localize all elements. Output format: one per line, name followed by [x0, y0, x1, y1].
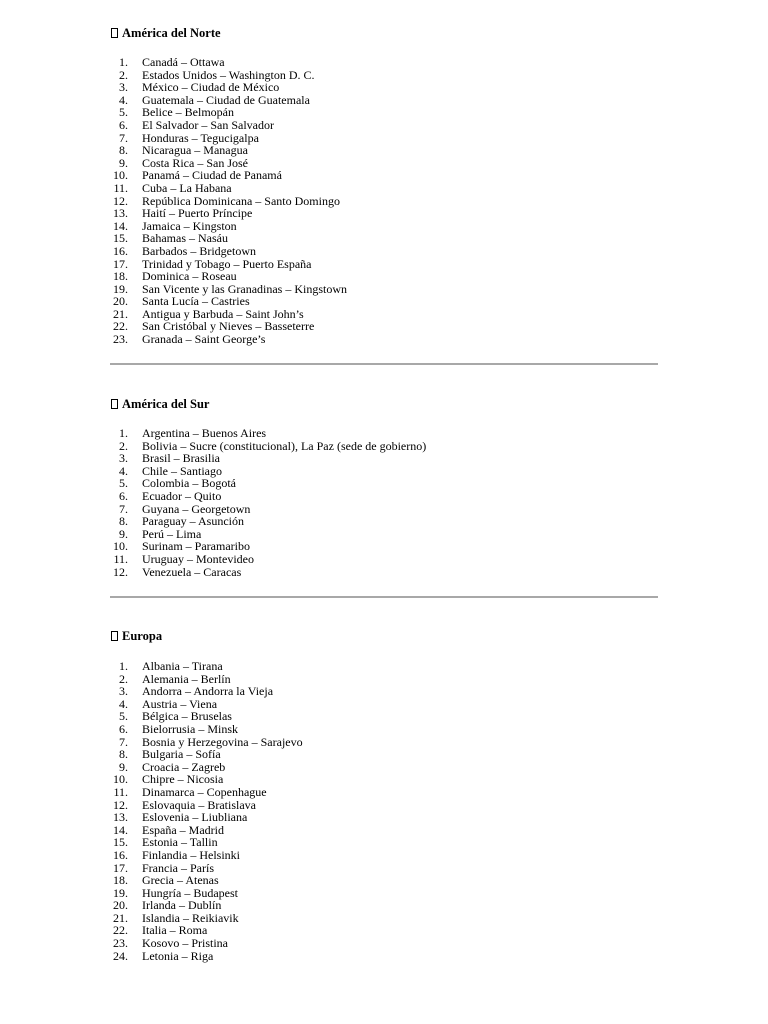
list-item	[110, 811, 303, 824]
list-item-number: 6.	[119, 721, 128, 736]
list-item-text: República Dominicana – Santo Domingo	[142, 193, 340, 208]
list-item-text: Dominica – Roseau	[142, 269, 237, 284]
list-item-text: Austria – Viena	[142, 696, 218, 711]
list-item-number: 20.	[113, 294, 128, 309]
list-item-text: Bielorrusia – Minsk	[142, 721, 238, 736]
list-item-number: 16.	[113, 243, 128, 258]
list-item-number: 22.	[113, 923, 128, 938]
list-item-text: Dinamarca – Copenhague	[142, 784, 267, 799]
missing-glyph-box-icon	[111, 631, 118, 641]
list-item-text: México – Ciudad de México	[142, 80, 280, 95]
list-item	[110, 515, 426, 528]
list-item-number: 21.	[113, 306, 128, 321]
list-item	[110, 119, 347, 132]
list-item-text: Cuba – La Habana	[142, 180, 232, 195]
list-item-text: Croacia – Zagreb	[142, 759, 226, 774]
list-item-text: Haití – Puerto Príncipe	[142, 206, 253, 221]
section-heading-america-del-norte	[110, 25, 221, 41]
list-item-text: Bélgica – Bruselas	[142, 709, 232, 724]
list-item-text: Hungría – Budapest	[142, 885, 238, 900]
list-item-text: Panamá – Ciudad de Panamá	[142, 168, 282, 183]
list-item-text: Santa Lucía – Castries	[142, 294, 250, 309]
list-item-text: Uruguay – Montevideo	[142, 551, 254, 566]
list-item-text: Eslovenia – Liubliana	[142, 810, 248, 825]
list-item	[110, 182, 347, 195]
list-item	[110, 81, 347, 94]
list-item-text: Brasil – Brasilia	[142, 451, 220, 466]
list-item	[110, 660, 303, 673]
list-item-text: Canadá – Ottawa	[142, 55, 225, 69]
list-item-text: Surinam – Paramaribo	[142, 539, 250, 554]
list-item-number: 8.	[119, 514, 128, 529]
list-item-number: 2.	[119, 67, 128, 82]
list-item-text: Islandia – Reikiavik	[142, 910, 239, 925]
list-item-text: España – Madrid	[142, 822, 224, 837]
list-item	[110, 207, 347, 220]
list-item-number: 7.	[119, 734, 128, 749]
list-item	[110, 937, 303, 950]
list-item-text: Albania – Tirana	[142, 659, 223, 673]
list-item-text: Paraguay – Asunción	[142, 514, 244, 529]
list-item	[110, 899, 303, 912]
list-item-number: 10.	[113, 772, 128, 787]
list-item-number: 14.	[113, 822, 128, 837]
list-item-number: 6.	[119, 488, 128, 503]
list-item-number: 8.	[119, 143, 128, 158]
list-item-text: Argentina – Buenos Aires	[142, 426, 267, 440]
section-title: América del Norte	[122, 26, 221, 40]
list-item-text: Italia – Roma	[142, 923, 208, 938]
list-item	[110, 748, 303, 761]
missing-glyph-box-icon	[111, 399, 118, 409]
list-item-number: 17.	[113, 860, 128, 875]
list-item-number: 3.	[119, 684, 128, 699]
capitals-list-america-del-norte	[110, 56, 347, 346]
list-item-text: Bolivia – Sucre (constitucional), La Paz (sede de gobierno)	[142, 438, 427, 453]
list-item-number: 12.	[113, 797, 128, 812]
list-item-number: 18.	[113, 269, 128, 284]
list-item-number: 11.	[113, 180, 128, 195]
missing-glyph-box-icon	[111, 28, 118, 38]
list-item-number: 12.	[113, 564, 128, 579]
list-item-number: 3.	[119, 80, 128, 95]
list-item-number: 5.	[119, 105, 128, 120]
list-item-number: 9.	[119, 155, 128, 170]
list-item-text: Venezuela – Caracas	[142, 564, 242, 579]
list-item	[110, 723, 303, 736]
list-item	[110, 270, 347, 283]
list-item-text: Bosnia y Herzegovina – Sarajevo	[142, 734, 303, 749]
list-item-number: 4.	[119, 463, 128, 478]
list-item-text: Antigua y Barbuda – Saint John’s	[142, 306, 304, 321]
list-item-number: 19.	[113, 281, 128, 296]
list-item-text: Francia – París	[142, 860, 214, 875]
list-item-number: 15.	[113, 231, 128, 246]
list-item-number: 4.	[119, 92, 128, 107]
list-item	[110, 144, 347, 157]
list-item-text: Estonia – Tallin	[142, 835, 218, 850]
list-item-number: 4.	[119, 696, 128, 711]
list-item	[110, 786, 303, 799]
list-item-number: 10.	[113, 168, 128, 183]
list-item-text: Chile – Santiago	[142, 463, 222, 478]
list-item	[110, 56, 347, 69]
list-item-number: 1.	[119, 659, 128, 673]
list-item	[110, 333, 347, 346]
list-item-number: 6.	[119, 117, 128, 132]
list-item-number: 17.	[113, 256, 128, 271]
list-item-text: Honduras – Tegucigalpa	[142, 130, 259, 145]
list-item-text: Perú – Lima	[142, 526, 202, 541]
list-item-text: Finlandia – Helsinki	[142, 847, 240, 862]
list-item-number: 18.	[113, 873, 128, 888]
list-item-text: Chipre – Nicosia	[142, 772, 224, 787]
list-item-number: 10.	[113, 539, 128, 554]
list-item-number: 11.	[113, 784, 128, 799]
list-item-text: Eslovaquia – Bratislava	[142, 797, 256, 812]
list-item-text: Grecia – Atenas	[142, 873, 219, 888]
list-item-number: 21.	[113, 910, 128, 925]
list-item	[110, 950, 303, 963]
section-divider	[110, 363, 658, 365]
list-item-text: Trinidad y Tobago – Puerto España	[142, 256, 312, 271]
list-item-number: 7.	[119, 501, 128, 516]
list-item-number: 23.	[113, 936, 128, 951]
capitals-list-europa	[110, 660, 303, 962]
list-item-text: Letonia – Riga	[142, 948, 214, 963]
list-item-number: 5.	[119, 476, 128, 491]
list-item-text: Irlanda – Dublín	[142, 898, 222, 913]
list-item-text: Andorra – Andorra la Vieja	[142, 684, 274, 699]
list-item-text: Ecuador – Quito	[142, 488, 222, 503]
section-title: América del Sur	[122, 397, 210, 411]
list-item-text: Kosovo – Pristina	[142, 936, 229, 951]
list-item	[110, 245, 347, 258]
list-item-text: San Cristóbal y Nieves – Basseterre	[142, 319, 315, 334]
section-title: Europa	[122, 629, 163, 643]
list-item-number: 2.	[119, 438, 128, 453]
list-item-text: Barbados – Bridgetown	[142, 243, 256, 258]
list-item	[110, 685, 303, 698]
list-item-number: 15.	[113, 835, 128, 850]
list-item-text: Estados Unidos – Washington D. C.	[142, 67, 315, 82]
list-item-number: 12.	[113, 193, 128, 208]
capitals-list-america-del-sur	[110, 427, 426, 578]
list-item-number: 1.	[119, 55, 128, 69]
list-item-number: 20.	[113, 898, 128, 913]
list-item	[110, 427, 426, 440]
list-item-text: Bahamas – Nasáu	[142, 231, 228, 246]
list-item-number: 19.	[113, 885, 128, 900]
list-item-number: 1.	[119, 426, 128, 440]
list-item	[110, 295, 347, 308]
list-item-text: Alemania – Berlín	[142, 671, 231, 686]
list-item-text: Nicaragua – Managua	[142, 143, 248, 158]
list-item	[110, 874, 303, 887]
list-item-text: Guyana – Georgetown	[142, 501, 251, 516]
list-item-number: 11.	[113, 551, 128, 566]
list-item-number: 24.	[113, 948, 128, 963]
list-item	[110, 452, 426, 465]
list-item-text: San Vicente y las Granadinas – Kingstown	[142, 281, 348, 296]
list-item-text: El Salvador – San Salvador	[142, 117, 274, 132]
list-item-number: 8.	[119, 747, 128, 762]
list-item-number: 5.	[119, 709, 128, 724]
list-item-number: 9.	[119, 759, 128, 774]
list-item-text: Bulgaria – Sofía	[142, 747, 221, 762]
list-item-text: Colombia – Bogotá	[142, 476, 236, 491]
list-item	[110, 566, 426, 579]
list-item-number: 22.	[113, 319, 128, 334]
list-item-text: Guatemala – Ciudad de Guatemala	[142, 92, 310, 107]
section-divider	[110, 596, 658, 598]
list-item-text: Belice – Belmopán	[142, 105, 234, 120]
section-heading-europa	[110, 628, 162, 644]
list-item-text: Costa Rica – San José	[142, 155, 248, 170]
list-item-number: 9.	[119, 526, 128, 541]
list-item-number: 13.	[113, 810, 128, 825]
list-item-number: 14.	[113, 218, 128, 233]
list-item-number: 7.	[119, 130, 128, 145]
list-item-number: 23.	[113, 332, 128, 347]
list-item	[110, 849, 303, 862]
list-item-text: Jamaica – Kingston	[142, 218, 237, 233]
section-heading-america-del-sur	[110, 396, 209, 412]
list-item	[110, 490, 426, 503]
list-item	[110, 553, 426, 566]
list-item-number: 2.	[119, 671, 128, 686]
list-item-text: Granada – Saint George’s	[142, 332, 266, 347]
list-item-number: 3.	[119, 451, 128, 466]
list-item-number: 16.	[113, 847, 128, 862]
list-item-number: 13.	[113, 206, 128, 221]
